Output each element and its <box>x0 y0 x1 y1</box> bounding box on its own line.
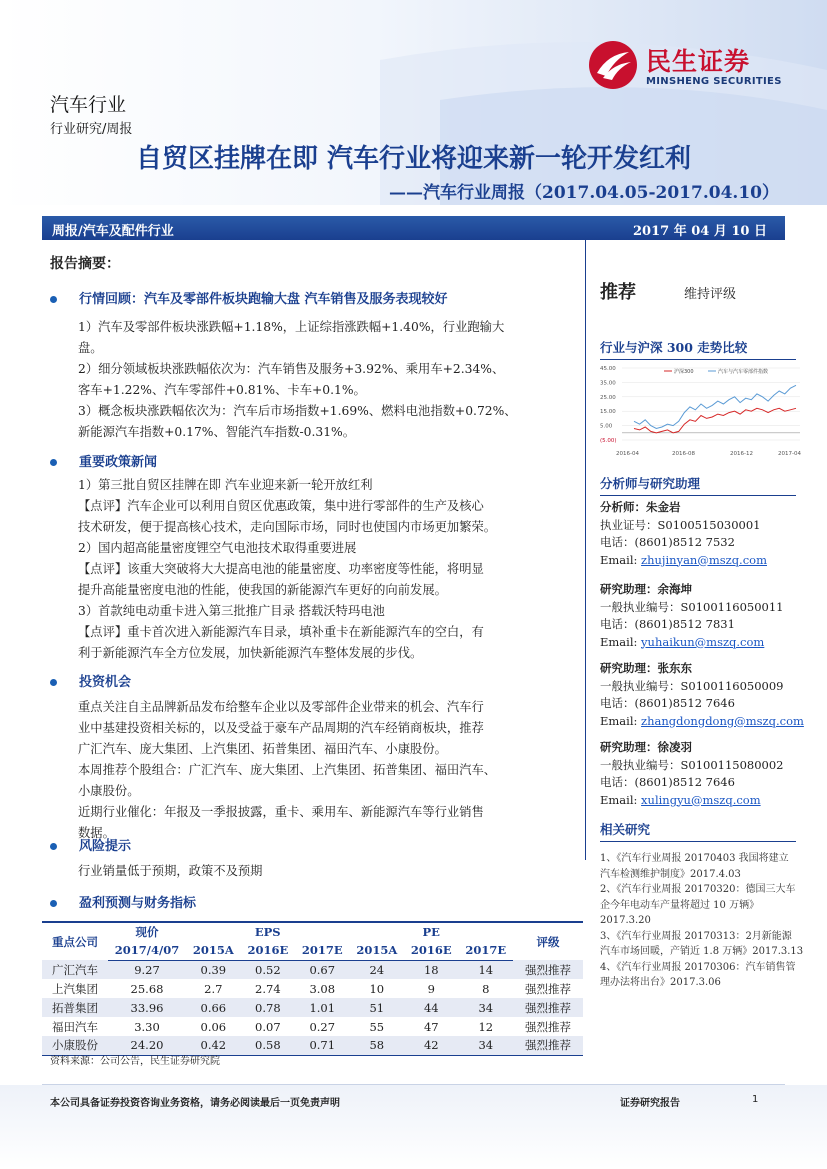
value-cell: 44 <box>423 1000 439 1015</box>
text-line: 3）概念板块涨跌幅依次为：汽车后市场指数+1.69%、燃料电池指数+0.72%、 <box>78 404 517 418</box>
text-line: 【点评】该重大突破将大大提高电池的能量密度、功率密度等性能，将明显 <box>78 562 484 576</box>
col-company: 重点公司 <box>42 922 108 960</box>
text-line: 盘。 <box>78 341 103 355</box>
related-line[interactable]: 汽车市场回暖，产销近 1.8 万辆》2017.3.13 <box>600 946 804 957</box>
value-cell: 10 <box>369 981 385 996</box>
text-line: 业中基建投资相关标的，以及受益于豪车产品周期的汽车经销商板块，推荐 <box>78 721 484 735</box>
bullet-icon <box>50 843 57 850</box>
y-tick-label: 25.00 <box>600 394 616 401</box>
invest-paragraph <box>78 697 564 844</box>
analyst-card <box>600 739 784 809</box>
value-cell: 0.42 <box>186 1036 241 1055</box>
analyst-name: 朱金岩 <box>646 500 681 514</box>
col-pe: PE <box>349 922 513 941</box>
text-line: 小康股份。 <box>78 784 140 798</box>
text-line: 1）第三批自贸区挂牌在即 汽车业迎来新一轮开放红利 <box>78 478 373 492</box>
text-line: 2）国内超高能量密度锂空气电池技术取得重要进展 <box>78 541 357 555</box>
text-line: 广汇汽车、庞大集团、上汽集团、拓普集团、福田汽车、小康股份。 <box>78 742 447 756</box>
related-line[interactable]: 2017.3.20 <box>600 915 651 926</box>
page-title: 自贸区挂牌在即 汽车行业将迎来新一轮开发红利 <box>135 144 692 174</box>
value-cell: 0.71 <box>295 1036 349 1055</box>
band-category: 周报/汽车及配件行业 <box>52 224 174 239</box>
analyst-phone-label: 电话： <box>600 535 635 549</box>
y-tick-label: 15.00 <box>600 409 616 416</box>
table-row <box>42 998 583 1017</box>
minsheng-logo-icon <box>588 40 638 90</box>
rating-main: 推荐 <box>600 282 636 303</box>
value-cell: 33.96 <box>130 1000 164 1015</box>
page-subtitle: ——汽车行业周报（2017.04.05-2017.04.10） <box>389 183 779 203</box>
value-cell: 47 <box>423 1019 439 1034</box>
analyst-id-label: 一般执业编号： <box>600 599 681 614</box>
section-head-invest <box>50 671 131 690</box>
text-line: 1）汽车及零部件板块涨跌幅+1.18%，上证综指涨跌幅+1.40%，行业跑输大 <box>78 320 505 334</box>
company-cell: 拓普集团 <box>52 1000 98 1015</box>
value-cell: 3.08 <box>309 981 336 996</box>
text-line: 近期行业催化：年报及一季报披露，重卡、乘用车、新能源汽车等行业销售 <box>78 805 484 819</box>
column-divider <box>585 240 586 860</box>
analyst-card <box>600 581 784 651</box>
company-cell: 广汇汽车 <box>52 962 98 977</box>
value-cell: 0.27 <box>309 1019 336 1034</box>
text-line: 客车+1.22%、汽车零部件+0.81%、卡车+0.1%。 <box>78 383 366 397</box>
analyst-id-label: 执业证号： <box>600 517 658 532</box>
analyst-phone: (8601)8512 7646 <box>634 775 735 789</box>
footer-doc-type: 证券研究报告 <box>620 1098 680 1109</box>
rating-sub: 维持评级 <box>684 287 737 302</box>
rating-cell: 强烈推荐 <box>525 1000 571 1015</box>
x-tick-label: 2016-04 <box>616 451 639 457</box>
trend-chart <box>598 362 808 464</box>
value-cell: 2.74 <box>255 981 281 996</box>
table-row <box>42 1017 583 1036</box>
text-line: 本周推荐个股组合：广汇汽车、庞大集团、上汽集团、拓普集团、福田汽车、 <box>78 763 497 777</box>
value-cell: 24 <box>369 962 385 977</box>
value-cell: 0.78 <box>255 1000 281 1015</box>
y-tick-label: (5.00) <box>600 438 617 444</box>
analyst-id: S0100515030001 <box>657 517 761 532</box>
text-line: 利于新能源汽车全方位发展，加快新能源汽车整体发展的步伐。 <box>78 646 423 660</box>
analyst-phone-label: 电话： <box>600 617 635 631</box>
col-year: 2015A <box>186 941 241 960</box>
related-title: 相关研究 <box>600 820 796 842</box>
col-eps: EPS <box>186 922 349 941</box>
chart-section-title: 行业与沪深 300 走势比较 <box>600 338 796 360</box>
brand-name-en: MINSHENG SECURITIES <box>646 76 782 87</box>
bullet-icon <box>50 296 57 303</box>
company-cell: 上汽集团 <box>52 981 98 996</box>
value-cell: 34 <box>459 1036 513 1055</box>
company-cell: 福田汽车 <box>52 1019 98 1034</box>
rating-cell: 强烈推荐 <box>525 962 571 977</box>
legend-label: 沪深300 <box>674 369 694 375</box>
analyst-email-link[interactable]: zhangdongdong@mszq.com <box>641 713 804 728</box>
analyst-email-link[interactable]: xulingyu@mszq.com <box>641 792 761 807</box>
col-price: 现价 <box>108 922 186 941</box>
rating-cell: 强烈推荐 <box>525 1019 571 1034</box>
analyst-email-label: Email: <box>600 634 638 649</box>
text-line: 2）细分领域板块涨跌幅依次为：汽车销售及服务+3.92%、乘用车+2.34%、 <box>78 362 505 376</box>
analyst-phone-label: 电话： <box>600 696 635 710</box>
value-cell: 0.58 <box>241 1036 295 1055</box>
y-tick-label: 5.00 <box>600 423 613 430</box>
summary-title: 报告摘要： <box>50 256 120 272</box>
text-line: 技术研发，便于提高核心技术，走向国际市场，同时也使国内市场更加繁荣。 <box>78 520 497 534</box>
legend-label: 汽车与汽车零部件指数 <box>718 369 769 375</box>
analyst-card <box>600 499 767 569</box>
x-tick-label: 2016-12 <box>730 451 753 457</box>
x-tick-label: 2016-08 <box>672 451 695 457</box>
value-cell: 0.66 <box>200 1000 227 1015</box>
series-line-1 <box>634 385 796 428</box>
value-cell: 18 <box>423 962 439 977</box>
table-row <box>42 979 583 998</box>
analyst-email-link[interactable]: zhujinyan@mszq.com <box>641 552 767 567</box>
value-cell: 0.52 <box>255 962 281 977</box>
value-cell: 34 <box>478 1000 494 1015</box>
analyst-phone: (8601)8512 7532 <box>634 535 735 549</box>
value-cell: 9.27 <box>134 962 160 977</box>
text-line: 行业销量低于预期，政策不及预期 <box>78 864 263 878</box>
text-line: 重点关注自主品牌新品发布给整车企业以及零部件企业带来的机会、汽车行 <box>78 700 484 714</box>
value-cell: 0.67 <box>309 962 336 977</box>
text-line: 【点评】汽车企业可以利用自贸区优惠政策，集中进行零部件的生产及核心 <box>78 499 484 513</box>
y-tick-label: 35.00 <box>600 380 616 387</box>
col-year: 2015A <box>349 941 404 960</box>
analyst-id-label: 一般执业编号： <box>600 678 681 693</box>
table-header-row <box>42 922 583 941</box>
value-cell: 2.7 <box>204 981 223 996</box>
value-cell: 25.68 <box>130 981 164 996</box>
text-line: 3）首款纯电动重卡进入第三批推广目录 搭载沃特玛电池 <box>78 604 385 618</box>
value-cell: 0.06 <box>200 1019 227 1034</box>
analyst-phone: (8601)8512 7646 <box>634 696 735 710</box>
col-year: 2017E <box>295 941 349 960</box>
table-source: 资料来源：公司公告，民生证券研究院 <box>50 1056 220 1067</box>
value-cell: 1.01 <box>309 1000 336 1015</box>
text-line: 【点评】重卡首次进入新能源汽车目录，填补重卡在新能源汽车的空白，有 <box>78 625 484 639</box>
section-head-text: 投资机会 <box>79 675 132 690</box>
value-cell: 0.39 <box>200 962 227 977</box>
related-line[interactable]: 理办法将出台》2017.3.06 <box>600 977 721 988</box>
section-head-risk <box>50 835 131 854</box>
band-date: 2017 年 04 月 10 日 <box>633 224 767 239</box>
brand-name-cn: 民生证券 <box>646 47 751 76</box>
page-number: 1 <box>752 1094 759 1105</box>
bullet-icon <box>50 459 57 466</box>
related-line[interactable]: 企今年电动车产量将超过 10 万辆》 <box>600 899 760 911</box>
related-line[interactable]: 2、《汽车行业周报 20170320：德国三大车 <box>600 884 796 895</box>
text-line: 新能源汽车指数+0.17%、智能汽车指数-0.31%。 <box>78 425 356 439</box>
analyst-email-label: Email: <box>600 792 638 807</box>
analyst-name: 张东东 <box>657 661 692 675</box>
risk-paragraph <box>78 861 564 882</box>
value-cell: 3.30 <box>134 1019 160 1034</box>
text-line: 数据。 <box>78 826 115 840</box>
analyst-email-link[interactable]: yuhaikun@mszq.com <box>641 634 765 649</box>
analyst-name: 余海坤 <box>657 582 692 596</box>
industry-label: 汽车行业 <box>50 94 127 116</box>
analyst-email-label: Email: <box>600 713 638 728</box>
value-cell: 14 <box>478 962 494 977</box>
value-cell: 12 <box>478 1019 494 1034</box>
report-type: 行业研究/周报 <box>50 122 133 137</box>
section-head-forecast <box>50 892 196 911</box>
table-row <box>42 960 583 979</box>
value-cell: 42 <box>404 1036 458 1055</box>
section-head-text: 盈利预测与财务指标 <box>79 896 197 911</box>
analyst-phone: (8601)8512 7831 <box>634 617 735 631</box>
policy-paragraph <box>78 475 564 664</box>
col-year: 2016E <box>241 941 295 960</box>
analyst-name: 徐凌羽 <box>657 740 692 754</box>
analyst-email-label: Email: <box>600 552 638 567</box>
market-paragraph <box>78 317 564 443</box>
related-line[interactable]: 汽车检测维护制度》2017.4.03 <box>600 868 741 880</box>
analyst-role: 分析师： <box>600 500 646 514</box>
analyst-id: S0100115080002 <box>680 757 784 772</box>
analyst-role: 研究助理： <box>600 740 658 754</box>
analyst-id-label: 一般执业编号： <box>600 757 681 772</box>
value-cell: 8 <box>482 981 490 996</box>
analyst-card <box>600 660 804 730</box>
value-cell: 58 <box>349 1036 404 1055</box>
forecast-table <box>42 921 583 1056</box>
rating-cell: 强烈推荐 <box>513 1036 583 1055</box>
related-line[interactable]: 1、《汽车行业周报 20170403 我国将建立 <box>600 853 789 864</box>
footer-divider <box>42 1084 785 1085</box>
analyst-role: 研究助理： <box>600 661 658 675</box>
col-year: 2016E <box>404 941 458 960</box>
analysts-title: 分析师与研究助理 <box>600 474 796 496</box>
analyst-id: S0100116050011 <box>680 599 784 614</box>
company-cell: 小康股份 <box>42 1036 108 1055</box>
footer-disclaimer: 本公司具备证券投资咨询业务资格，请务必阅读最后一页免责声明 <box>50 1098 340 1109</box>
col-rating: 评级 <box>513 922 583 960</box>
section-head-policy <box>50 451 157 470</box>
analyst-id: S0100116050009 <box>680 678 784 693</box>
y-tick-label: 45.00 <box>600 366 616 372</box>
value-cell: 24.20 <box>108 1036 186 1055</box>
text-line: 提升高能量密度电池的性能，使我国的新能源汽车更好的向前发展。 <box>78 583 447 597</box>
col-price-date: 2017/4/07 <box>108 941 186 960</box>
section-head-text: 风险提示 <box>79 839 132 854</box>
x-tick-label: 2017-04 <box>778 451 801 457</box>
bullet-icon <box>50 679 57 686</box>
value-cell: 9 <box>427 981 435 996</box>
col-year: 2017E <box>459 941 513 960</box>
value-cell: 51 <box>369 1000 385 1015</box>
rating-cell: 强烈推荐 <box>525 981 571 996</box>
section-head-text: 行情回顾：汽车及零部件板块跑输大盘 汽车销售及服务表现较好 <box>79 292 448 307</box>
value-cell: 55 <box>369 1019 385 1034</box>
table-header-row <box>42 941 583 960</box>
section-head-market <box>50 288 448 307</box>
related-line[interactable]: 3、《汽车行业周报 20170313：2月新能源 <box>600 930 792 942</box>
value-cell: 0.07 <box>255 1019 281 1034</box>
analyst-role: 研究助理： <box>600 582 658 596</box>
section-head-text: 重要政策新闻 <box>79 455 158 470</box>
analyst-phone-label: 电话： <box>600 775 635 789</box>
series-line-0 <box>634 408 796 433</box>
bullet-icon <box>50 900 57 907</box>
related-reports <box>600 851 815 991</box>
related-line[interactable]: 4、《汽车行业周报 20170306：汽车销售管 <box>600 961 796 973</box>
